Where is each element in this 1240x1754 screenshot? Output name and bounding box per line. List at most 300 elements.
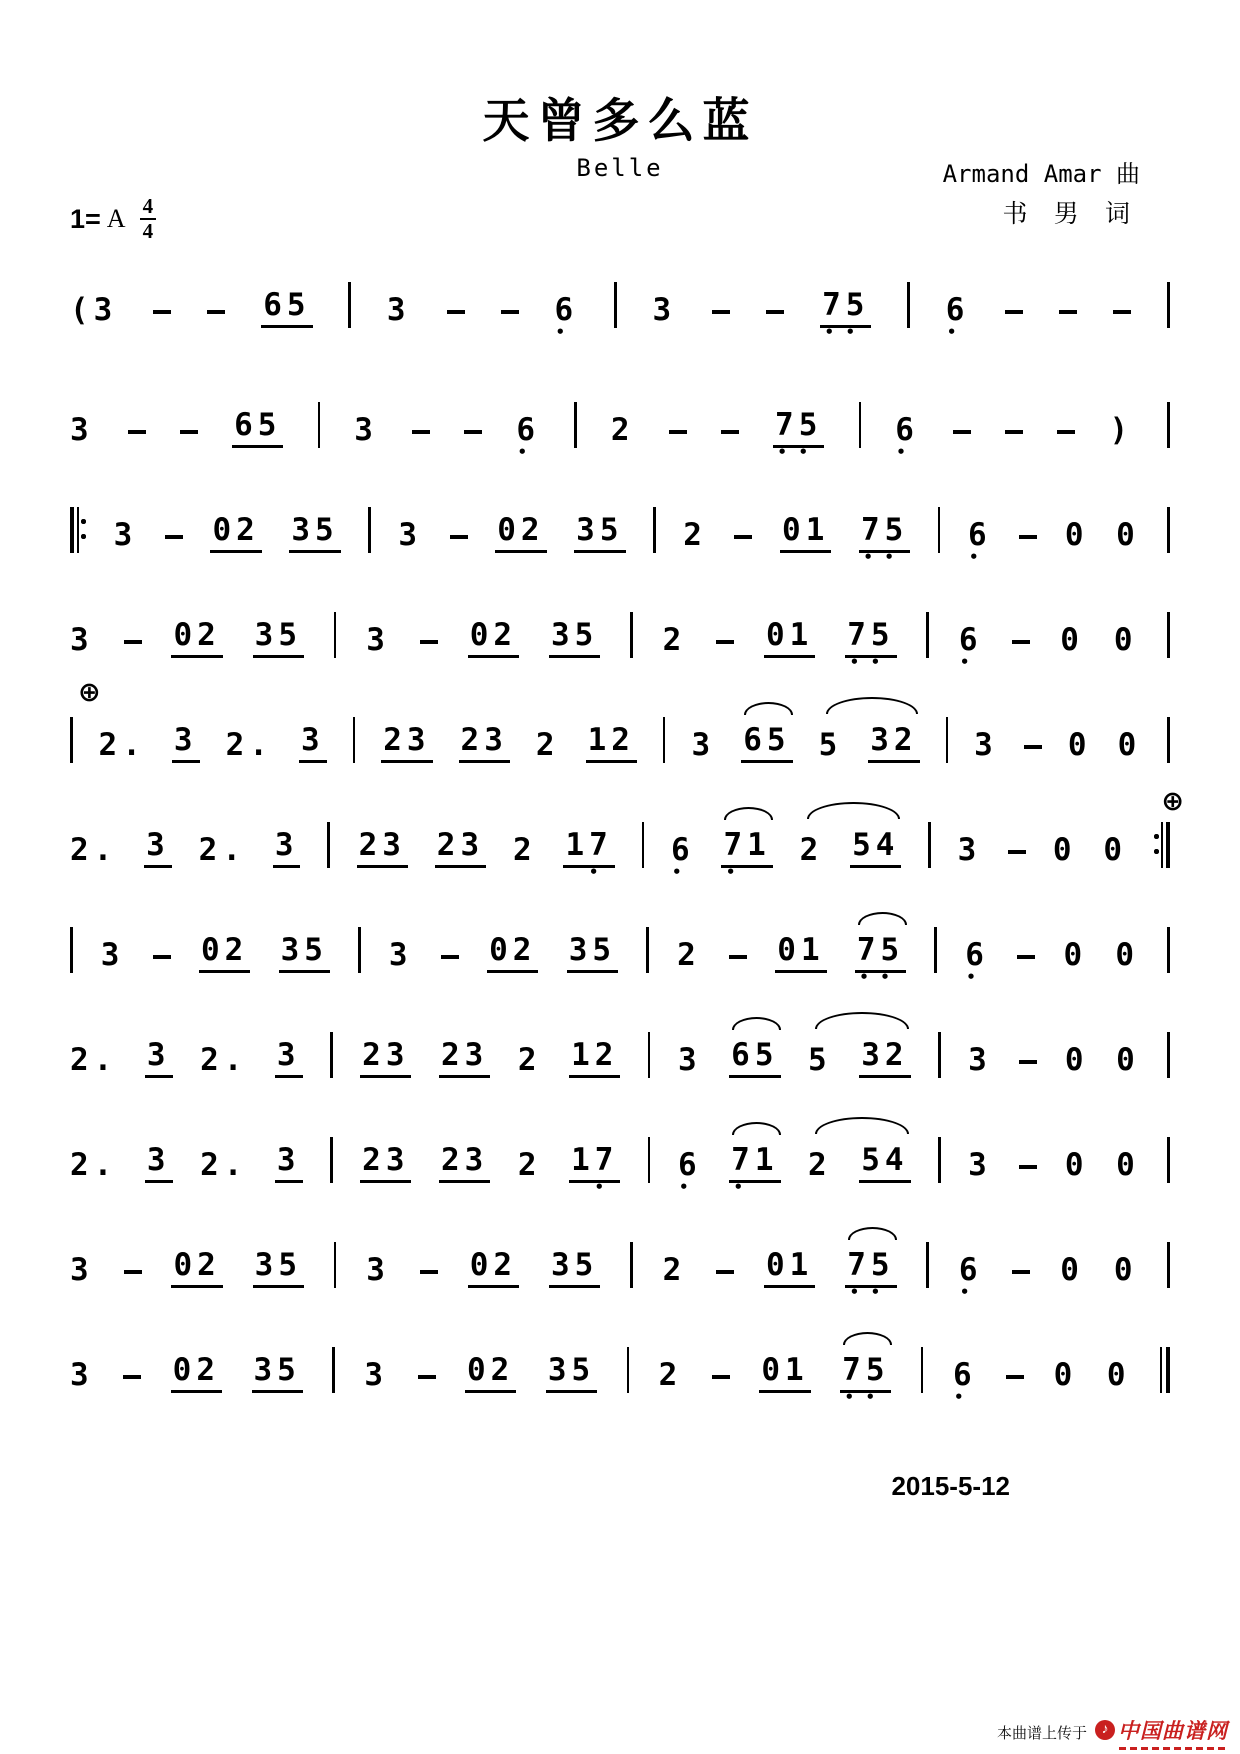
note-token (99, 727, 146, 775)
note-text: 3 (70, 1252, 94, 1288)
note-text: 02 (171, 1247, 222, 1288)
note-token (114, 517, 138, 565)
note-token (1065, 517, 1089, 565)
note-text: 3 (364, 1357, 388, 1393)
note-token (299, 722, 327, 775)
note-text: 2 (517, 1042, 542, 1078)
note-text: 3 (145, 1037, 173, 1078)
note-token (1012, 640, 1030, 670)
octave-dots: • (733, 1178, 776, 1196)
note-token (420, 1270, 438, 1300)
note-token (1154, 822, 1170, 880)
note-token (1167, 402, 1170, 460)
note-token (1167, 1032, 1170, 1090)
note-text: 6 (958, 622, 983, 658)
note-text: 02 (487, 932, 538, 973)
note-token (663, 717, 666, 775)
note-text: 65 (232, 407, 283, 448)
note-token (275, 1037, 303, 1090)
note-token (348, 282, 351, 340)
note-token (895, 412, 919, 460)
note-token (368, 507, 371, 565)
key-signature (70, 196, 156, 242)
note-text: 3 (354, 412, 378, 448)
note-token (1065, 1042, 1089, 1090)
date-label: 2015-5-12 (891, 1471, 1010, 1501)
note-token (1060, 622, 1084, 670)
note-token (1059, 310, 1077, 340)
note-text: 2 (517, 1147, 542, 1183)
note-token (171, 1247, 222, 1300)
note-text: 3 (366, 1252, 390, 1288)
slur-arc (843, 1332, 893, 1345)
note-token (1167, 612, 1170, 670)
note-token (569, 1037, 620, 1090)
note-token (859, 1142, 910, 1195)
note-token (1167, 927, 1170, 985)
note-token (389, 937, 413, 985)
note-token (648, 1137, 651, 1195)
note-token (435, 827, 486, 880)
note-text: 2 (610, 412, 635, 448)
note-token (439, 1142, 490, 1195)
note-token (330, 1032, 333, 1090)
music-line (70, 1218, 1170, 1308)
note-token (653, 292, 677, 340)
note-token (357, 827, 408, 880)
note-text: 3 (398, 517, 423, 553)
note-text: 75 (845, 1247, 896, 1288)
note-token (741, 722, 792, 775)
note-text: 0 (1067, 727, 1092, 763)
song-title: 天曾多么蓝 (482, 96, 758, 148)
note-text: 0 (1116, 1147, 1140, 1183)
note-text: 6 (958, 1252, 983, 1288)
music-line (70, 378, 1170, 468)
note-token (1167, 1242, 1170, 1300)
note-token (1019, 1165, 1037, 1195)
note-text: 54 (850, 827, 901, 868)
note-text: 2. (198, 832, 246, 868)
note-token (611, 412, 635, 460)
note-token (145, 1142, 173, 1195)
note-token (516, 412, 540, 460)
note-token (968, 1042, 992, 1090)
note-token (334, 1242, 337, 1300)
note-token (1024, 745, 1042, 775)
note-text: 3 (388, 937, 413, 973)
note-token (124, 640, 142, 670)
note-text: 3 (691, 727, 716, 763)
slur-arc (744, 702, 794, 715)
slur-arc (807, 802, 900, 819)
note-token (153, 955, 171, 985)
note-token (364, 1357, 388, 1405)
note-text: 3 (100, 937, 125, 973)
note-token (70, 1147, 117, 1195)
note-token (180, 430, 198, 460)
note-token (630, 612, 633, 670)
note-text: 2 (658, 1357, 683, 1393)
note-token (412, 430, 430, 460)
note-text: 71 (729, 1142, 780, 1183)
note-token (850, 827, 901, 880)
note-text: 3 (968, 1042, 992, 1078)
note-text: 02 (468, 617, 519, 658)
note-token (712, 310, 730, 340)
note-token (289, 512, 340, 565)
music-line (70, 1323, 1170, 1413)
music-line (70, 1008, 1170, 1098)
slur-arc (724, 807, 774, 820)
note-text: 17 (569, 1142, 620, 1183)
note-text: 75 (820, 287, 871, 328)
note-token (938, 507, 941, 565)
note-token (332, 1347, 335, 1405)
note-token (1109, 412, 1133, 460)
note-token (353, 717, 356, 775)
note-token (928, 822, 931, 880)
note-token (586, 722, 637, 775)
note-token (199, 932, 250, 985)
note-token (549, 1247, 600, 1300)
note-text: 0 (1113, 1252, 1138, 1288)
note-token (468, 1247, 519, 1300)
note-text: 0 (1060, 622, 1084, 658)
note-token (729, 1037, 780, 1090)
note-token (1065, 1147, 1089, 1195)
note-token (70, 1042, 117, 1090)
note-text: 75 (845, 617, 896, 658)
note-token (70, 1252, 94, 1300)
note-token (721, 430, 739, 460)
note-token (366, 1252, 390, 1300)
music-systems (70, 258, 1184, 1413)
note-token (642, 822, 645, 880)
note-token (855, 932, 906, 985)
note-token (144, 827, 172, 880)
octave-dots: •• (849, 1283, 892, 1301)
note-text: 23 (357, 827, 408, 868)
music-line (70, 1113, 1170, 1203)
subtitle-row (70, 154, 1170, 192)
note-text: 3 (652, 292, 677, 328)
note-token (354, 412, 378, 460)
note-text: 01 (780, 512, 831, 553)
note-token (226, 727, 273, 775)
note-text: 75 (855, 932, 906, 973)
note-text: 3 (70, 412, 94, 448)
note-text: 17 (563, 827, 614, 868)
note-token (965, 937, 989, 985)
note-text: 2 (662, 1252, 687, 1288)
slur-arc (858, 912, 908, 925)
octave-dots: • (960, 653, 982, 671)
note-token (70, 292, 117, 340)
coda-sign-icon: ⊕ (78, 677, 101, 708)
note-text: 6 (554, 292, 579, 328)
note-token (968, 1147, 992, 1195)
note-token (1057, 430, 1075, 460)
note-token (334, 612, 337, 670)
notes-row (70, 1113, 1170, 1195)
note-token (70, 927, 73, 985)
note-token (459, 722, 510, 775)
slur-arc (848, 1227, 898, 1240)
note-token (318, 402, 321, 460)
note-token (1116, 1042, 1140, 1090)
note-token (926, 612, 929, 670)
note-token (946, 717, 949, 775)
note-token (958, 832, 982, 880)
note-text: 2 (512, 832, 537, 868)
note-token (574, 402, 577, 460)
note-text: 02 (171, 1352, 222, 1393)
note-token (200, 1042, 247, 1090)
note-text: 23 (381, 722, 432, 763)
note-text: 3 (275, 1037, 303, 1078)
note-text: 3 (366, 622, 390, 658)
note-token (1113, 310, 1131, 340)
note-text: 3 (145, 1142, 173, 1183)
note-token (1068, 727, 1092, 775)
music-line (70, 903, 1170, 993)
music-note-logo-icon (1095, 1720, 1115, 1740)
note-text: 02 (495, 512, 546, 553)
note-token (959, 1252, 983, 1300)
note-text: 01 (759, 1352, 810, 1393)
note-text: 65 (729, 1037, 780, 1078)
note-token (840, 1352, 891, 1405)
note-token (554, 292, 578, 340)
music-line (70, 677, 1170, 783)
note-text: 3 (273, 827, 301, 868)
site-logo (1095, 1715, 1228, 1750)
music-line (70, 483, 1170, 573)
notes-row (70, 798, 1170, 880)
note-text: 23 (439, 1142, 490, 1183)
note-text: 23 (439, 1037, 490, 1078)
composer-credit: Armand Amar 曲 (942, 160, 1140, 188)
note-token (563, 827, 614, 880)
note-token (764, 1247, 815, 1300)
note-token (232, 407, 283, 460)
note-token (1054, 1357, 1078, 1405)
note-token (692, 727, 716, 775)
note-token (487, 932, 538, 985)
note-text: 32 (868, 722, 919, 763)
note-text: 35 (549, 617, 600, 658)
note-token (569, 1142, 620, 1195)
note-text: 3 (275, 1142, 303, 1183)
note-token (1167, 507, 1170, 565)
octave-dots: •• (824, 323, 867, 341)
note-token (495, 512, 546, 565)
note-token (808, 1042, 832, 1090)
note-token (275, 1142, 303, 1195)
note-token (773, 407, 824, 460)
note-token (261, 287, 312, 340)
note-token (1116, 1147, 1140, 1195)
note-token (845, 617, 896, 670)
note-token (1114, 1252, 1138, 1300)
note-text: 3 (957, 832, 982, 868)
note-text: 75 (773, 407, 824, 448)
note-token (279, 932, 330, 985)
note-token (447, 310, 465, 340)
note-token (671, 832, 695, 880)
note-text: 2. (225, 727, 273, 763)
note-token (1005, 310, 1023, 340)
note-text: 02 (171, 617, 222, 658)
note-token (678, 1042, 702, 1090)
note-token (926, 1242, 929, 1300)
watermark-footer (997, 1715, 1228, 1750)
note-text: 02 (210, 512, 261, 553)
note-token (199, 832, 246, 880)
note-text: 35 (549, 1247, 600, 1288)
note-token (207, 310, 225, 340)
note-text: 0 (1063, 937, 1088, 973)
note-text: 0 (1064, 517, 1089, 553)
note-token (1115, 937, 1139, 985)
note-token (868, 722, 919, 775)
note-token (210, 512, 261, 565)
note-token (360, 1142, 411, 1195)
octave-dots: • (947, 323, 969, 341)
octave-dots: • (726, 863, 769, 881)
note-token (678, 1147, 702, 1195)
note-text: 3 (70, 1357, 94, 1393)
note-token (418, 1375, 436, 1405)
note-text: 0 (1103, 832, 1128, 868)
slur-arc (732, 1017, 782, 1030)
note-token (1017, 955, 1035, 985)
note-token (646, 927, 649, 985)
note-token (716, 1270, 734, 1300)
notes-row (70, 588, 1170, 670)
note-token (1019, 535, 1037, 565)
note-token (101, 937, 125, 985)
octave-dots: • (679, 1178, 701, 1196)
slur-arc (826, 697, 918, 714)
note-token (70, 412, 94, 460)
note-text: 3 (974, 727, 998, 763)
note-token (546, 1352, 597, 1405)
note-token (366, 622, 390, 670)
note-token (630, 1242, 633, 1300)
note-text: 6 (677, 1147, 702, 1183)
note-token (358, 927, 361, 985)
note-token (420, 640, 438, 670)
note-token (953, 430, 971, 460)
note-token (330, 1137, 333, 1195)
note-token (327, 822, 330, 880)
note-token (934, 927, 937, 985)
note-text: 54 (859, 1142, 910, 1183)
note-text: 3 (299, 722, 327, 763)
note-token (663, 622, 687, 670)
note-token (123, 1375, 141, 1405)
note-token (387, 292, 411, 340)
octave-dots: •• (863, 548, 906, 566)
note-text: 0 (1106, 1357, 1131, 1393)
note-text: 0 (1060, 1252, 1084, 1288)
note-token (721, 827, 772, 880)
note-token (808, 1147, 832, 1195)
octave-dots: • (969, 548, 991, 566)
note-token (938, 1137, 941, 1195)
music-line (70, 258, 1170, 348)
octave-dots: • (672, 863, 694, 881)
note-token (1114, 622, 1138, 670)
note-text: 2. (200, 1147, 248, 1183)
note-token (1107, 1357, 1131, 1405)
note-text: 2. (70, 1147, 118, 1183)
note-text: 12 (569, 1037, 620, 1078)
note-text: 3 (172, 722, 200, 763)
note-token (171, 1352, 222, 1405)
note-text: 35 (252, 1352, 303, 1393)
note-text: 65 (741, 722, 792, 763)
note-text: 01 (764, 1247, 815, 1288)
octave-dots: •• (859, 968, 902, 986)
note-text: 65 (261, 287, 312, 328)
octave-dots: • (966, 968, 988, 986)
note-token (734, 535, 752, 565)
note-text: 6 (965, 937, 989, 973)
note-token (172, 722, 200, 775)
note-token (959, 622, 983, 670)
music-line (70, 786, 1184, 888)
coda-sign-icon: ⊕ (1161, 786, 1184, 817)
note-token (663, 1252, 687, 1300)
note-text: 0 (1116, 1042, 1140, 1078)
note-text: 3 (968, 1147, 992, 1183)
note-text: 35 (279, 932, 330, 973)
note-text: 0 (1064, 1042, 1089, 1078)
note-text: 2 (535, 727, 560, 763)
note-text: 35 (546, 1352, 597, 1393)
note-token (398, 517, 422, 565)
note-token (1060, 1252, 1084, 1300)
note-token (968, 517, 992, 565)
note-token (859, 512, 910, 565)
note-text: 01 (775, 932, 826, 973)
octave-dots: • (954, 1388, 976, 1406)
note-token (921, 1347, 924, 1405)
octave-dots: • (517, 443, 539, 461)
note-token (518, 1042, 542, 1090)
note-token (465, 1352, 516, 1405)
note-token (712, 1375, 730, 1405)
note-token (653, 507, 656, 565)
note-text: (3 (70, 292, 118, 328)
octave-dots: • (573, 1178, 616, 1196)
note-text: 35 (289, 512, 340, 553)
octave-dots: • (960, 1283, 982, 1301)
uploaded-text: 本曲谱上传于 (996, 1725, 1087, 1742)
octave-dots: •• (777, 443, 820, 461)
note-text: 6 (952, 1357, 977, 1393)
note-token (729, 1142, 780, 1195)
note-text: 02 (468, 1247, 519, 1288)
note-token (513, 832, 537, 880)
meter-denominator: 4 (142, 219, 154, 243)
note-token (549, 617, 600, 670)
note-token (820, 287, 871, 340)
note-text: 5 (808, 1042, 832, 1078)
